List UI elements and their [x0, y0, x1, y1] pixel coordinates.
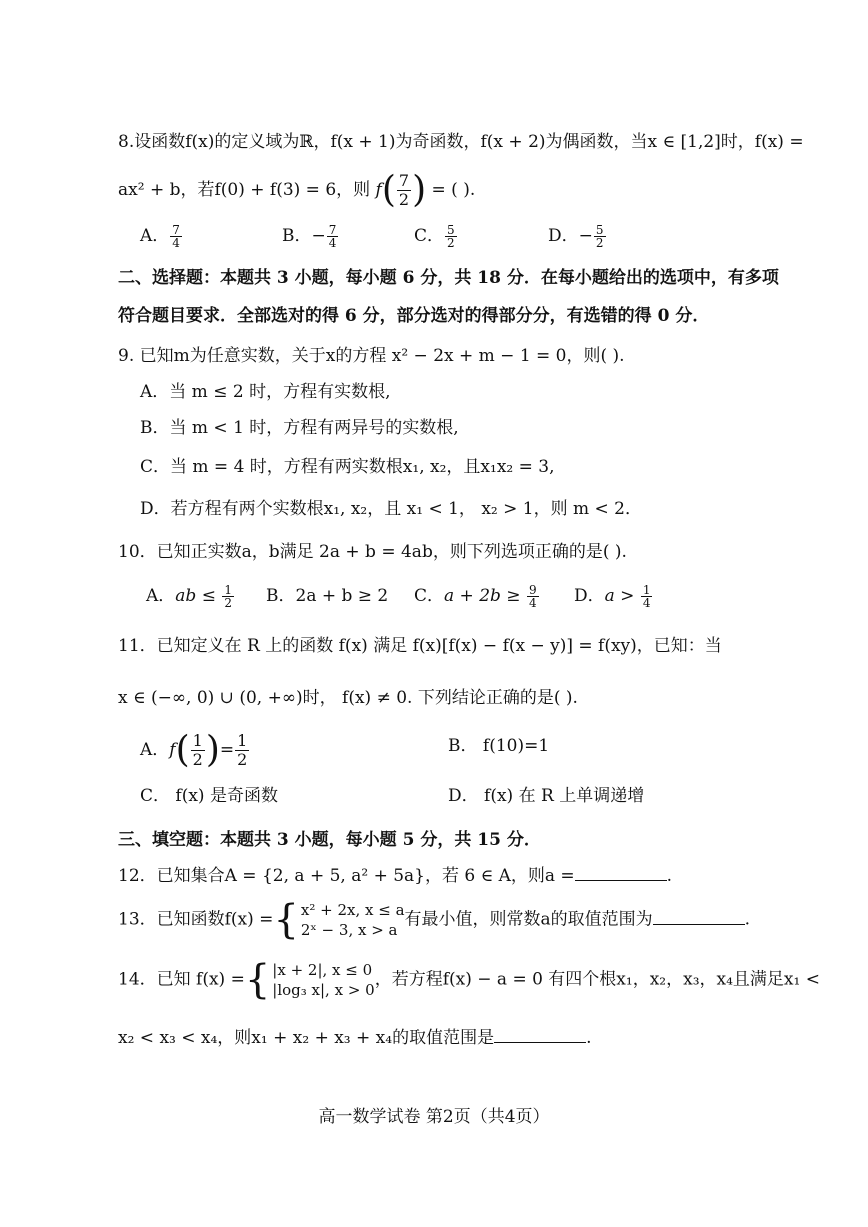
page-footer: 高一数学试卷 第2页（共4页）: [318, 1107, 550, 1127]
q8-option-b[interactable]: B．− $\frac{7}{4}$: [282, 223, 337, 250]
q11-option-c[interactable]: C． f(x) 是奇函数: [140, 786, 278, 806]
q9-option-a[interactable]: A．当 m ≤ 2 时，方程有实数根,: [140, 382, 391, 402]
q9-option-b[interactable]: B．当 m < 1 时，方程有两异号的实数根,: [140, 418, 459, 438]
q9-stem: 9. 已知m为任意实数，关于x的方程 x² − 2x + m − 1 = 0，则( ).: [118, 346, 625, 366]
q14-answer-blank[interactable]: [494, 1028, 586, 1043]
q9-option-c[interactable]: C．当 m = 4 时，方程有两实数根x₁, x₂，且x₁x₂ = 3,: [140, 457, 555, 477]
q8-line2-post: = ( ).: [431, 180, 476, 200]
q8-option-c[interactable]: C． $\frac{5}{2}$: [414, 223, 455, 250]
q13-answer-blank[interactable]: [653, 910, 745, 925]
q11-line2: x ∈ (−∞, 0) ∪ (0, +∞)时， f(x) ≠ 0. 下列结论正确的是( ).: [118, 688, 578, 708]
q11-stem: 11．已知定义在 R 上的函数 f(x) 满足 f(x)[f(x) − f(x − y)] = f(xy)，已知：当: [118, 636, 722, 656]
q11-option-d[interactable]: D． f(x) 在 R 上单调递增: [448, 786, 645, 806]
q14-line2: x₂ < x₃ < x₄，则x₁ + x₂ + x₃ + x₄的取值范围是 .: [118, 1028, 592, 1048]
q14-case2: |log₃ x|, x > 0: [272, 981, 375, 999]
q9-option-d[interactable]: D．若方程有两个实数根x₁, x₂，且 x₁ < 1， x₂ > 1，则 m < 2．: [140, 499, 642, 519]
q10-stem: 10．已知正实数a，b满足 2a + b = 4ab，则下列选项正确的是( ).: [118, 542, 627, 562]
q13: 13．已知函数f(x) = { x² + 2x, x ≤ a 2ˣ − 3, x > a 有最小值，则常数a的取值范围为 .: [118, 897, 751, 943]
q8-line2: ax² + b，若f(0) + f(3) = 6，则 f( $\frac{7}{2}$ ) = ( ).: [118, 169, 476, 211]
q11-option-a[interactable]: A．f( $\frac{1}{2}$ )= $\frac{1}{2}$: [140, 729, 248, 771]
q8-line1: 8.设函数f(x)的定义域为ℝ，f(x + 1)为奇函数，f(x + 2)为偶函数，当x ∈ [1,2]时，f(x) =: [118, 132, 804, 152]
q8-line2-pre: ax² + b，若f(0) + f(3) = 6，则: [118, 180, 371, 200]
section2-heading-line1: 二、选择题：本题共 3 小题，每小题 6 分，共 18 分．在每小题给出的选项中，有多项: [118, 268, 779, 288]
section3-heading: 三、填空题：本题共 3 小题，每小题 5 分，共 15 分．: [118, 830, 541, 850]
section2-heading-line2: 符合题目要求．全部选对的得 6 分，部分选对的得部分分，有选错的得 0 分．: [118, 306, 710, 326]
q12: 12．已知集合A = {2, a + 5, a² + 5a}，若 6 ∈ A，则a = .: [118, 866, 673, 886]
q8-fraction: $\frac{7}{2}$: [398, 171, 410, 209]
q12-answer-blank[interactable]: [575, 866, 667, 881]
q13-case1: x² + 2x, x ≤ a: [300, 901, 405, 919]
q8-option-d[interactable]: D．− $\frac{5}{2}$: [548, 223, 604, 250]
q10-option-b[interactable]: B．2a + b ≥ 2: [266, 586, 389, 606]
q8-f: f: [375, 180, 382, 200]
q10-option-d[interactable]: D．a > $\frac{1}{4}$: [574, 583, 651, 610]
q13-case2: 2ˣ − 3, x > a: [300, 921, 398, 939]
q14: 14．已知 f(x) = { |x + 2|, x ≤ 0 |log₃ x|, x > 0 ，若方程f(x) − a = 0 有四个根x₁，x₂，x₃，x₄且满足x₁ <: [118, 957, 820, 1003]
q11-option-b[interactable]: B． f(10)=1: [448, 736, 550, 756]
q10-option-a[interactable]: A．ab ≤ $\frac{1}{2}$: [146, 583, 232, 610]
q10-option-c[interactable]: C．a + 2b ≥ $\frac{9}{4}$: [414, 583, 537, 610]
q14-case1: |x + 2|, x ≤ 0: [272, 961, 373, 979]
q8-option-a[interactable]: A． $\frac{7}{4}$: [140, 223, 180, 250]
